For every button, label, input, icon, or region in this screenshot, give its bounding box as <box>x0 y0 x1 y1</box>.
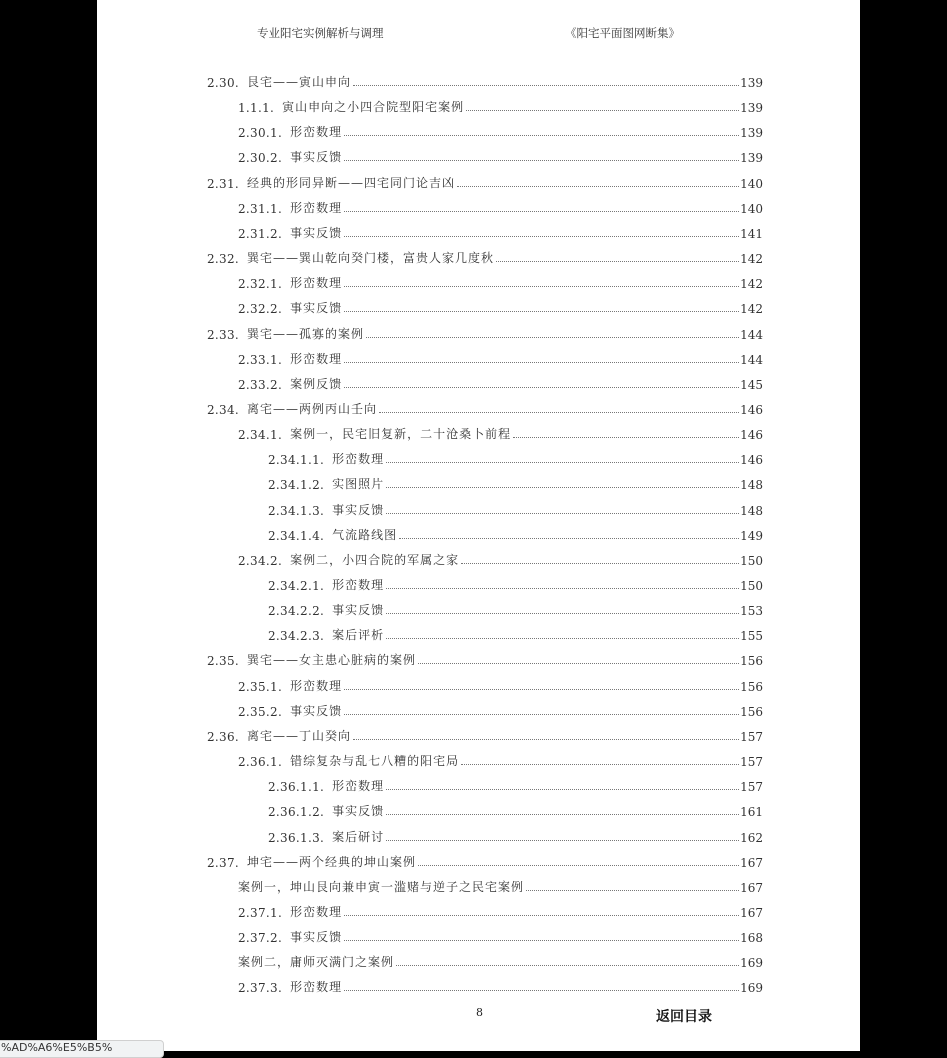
toc-entry-number: 2.34.2.3. <box>268 629 325 644</box>
dot-leader <box>418 865 739 866</box>
toc-entry-title: 形峦数理 <box>332 452 385 467</box>
toc-entry-page: 155 <box>740 629 763 644</box>
toc-entry-page: 144 <box>740 327 763 342</box>
toc-entry-title: 案例反馈 <box>290 376 343 391</box>
toc-entry[interactable] <box>268 525 763 543</box>
toc-entry-number: 1.1.1. <box>238 101 275 116</box>
toc-entry-title: 事实反馈 <box>332 603 385 618</box>
toc-entry[interactable] <box>238 751 763 769</box>
toc-entry[interactable] <box>238 952 763 970</box>
toc-entry-page: 142 <box>740 277 763 292</box>
toc-entry-number: 2.33. <box>207 327 240 342</box>
toc-entry[interactable] <box>238 676 763 694</box>
toc-entry-title: 案例二，小四合院的军属之家 <box>290 552 460 567</box>
dot-leader <box>344 211 739 212</box>
toc-entry-number: 2.30.1. <box>238 126 283 141</box>
dot-leader <box>344 714 739 715</box>
toc-entry-number: 2.37.3. <box>238 981 283 996</box>
dot-leader <box>386 840 739 841</box>
toc-entry-number: 2.35.1. <box>238 679 283 694</box>
toc-entry-title: 形峦数理 <box>332 779 385 794</box>
toc-entry-number: 2.34.2.2. <box>268 604 325 619</box>
toc-entry-title: 形峦数理 <box>290 351 343 366</box>
toc-entry[interactable] <box>268 827 763 845</box>
toc-entry-page: 142 <box>740 252 763 267</box>
toc-entry[interactable] <box>268 600 763 618</box>
toc-entry-title: 寅山申向之小四合院型阳宅案例 <box>282 100 465 115</box>
toc-entry[interactable] <box>207 852 763 870</box>
toc-entry-number: 2.34.1.2. <box>268 478 325 493</box>
dot-leader <box>344 387 739 388</box>
toc-entry-number: 2.37. <box>207 855 240 870</box>
page-number: 8 <box>476 1006 483 1019</box>
toc-entry-page: 141 <box>740 226 763 241</box>
toc-entry-page: 139 <box>740 76 763 90</box>
toc-entry-title: 案后评析 <box>332 628 385 643</box>
toc-entry-number: 2.37.1. <box>238 905 283 920</box>
dot-leader <box>386 513 739 514</box>
toc-entry-page: 139 <box>740 126 763 141</box>
dot-leader <box>344 286 739 287</box>
dot-leader <box>399 538 739 539</box>
dot-leader <box>366 337 739 338</box>
toc-entry[interactable] <box>238 927 763 945</box>
toc-entry[interactable] <box>207 248 763 266</box>
toc-entry-page: 167 <box>740 880 763 895</box>
toc-entry-title: 形峦数理 <box>290 980 343 995</box>
back-to-contents-link[interactable]: 返回目录 <box>656 1009 712 1025</box>
toc-entry-title: 经典的形同异断——四宅同门论吉凶 <box>247 175 456 190</box>
toc-entry-number: 2.35.2. <box>238 704 283 719</box>
toc-entry-page: 156 <box>740 704 763 719</box>
toc-entry-page: 157 <box>740 729 763 744</box>
toc-entry[interactable] <box>207 173 763 191</box>
dot-leader <box>344 689 739 690</box>
toc-entry-number: 2.34.1.4. <box>268 528 325 543</box>
toc-entry-title: 事实反馈 <box>332 804 385 819</box>
toc-entry-page: 142 <box>740 302 763 317</box>
dot-leader <box>344 362 739 363</box>
toc-entry-title: 形峦数理 <box>290 200 343 215</box>
toc-entry[interactable] <box>238 198 763 216</box>
toc-entry-title: 巽宅——孤寡的案例 <box>247 326 365 341</box>
toc-entry[interactable] <box>268 474 763 492</box>
dot-leader <box>418 663 739 664</box>
toc-entry[interactable] <box>238 701 763 719</box>
dot-leader <box>466 110 739 111</box>
toc-entry-title: 形峦数理 <box>332 578 385 592</box>
toc-entry-number: 2.36.1.2. <box>268 805 325 820</box>
dot-leader <box>344 160 739 161</box>
toc-entry-page: 157 <box>740 780 763 795</box>
toc-entry[interactable] <box>268 801 763 819</box>
toc-entry-page: 146 <box>740 402 763 417</box>
toc-entry-title: 事实反馈 <box>332 502 385 517</box>
toc-entry-title: 错综复杂与乱七八糟的阳宅局 <box>290 754 460 769</box>
toc-entry[interactable] <box>238 424 763 442</box>
dot-leader <box>353 739 739 740</box>
toc-entry-title: 离宅——丁山癸向 <box>247 728 352 743</box>
toc-entry-number: 2.31.2. <box>238 226 283 241</box>
dot-leader <box>386 613 739 614</box>
toc-entry-number: 2.36.1.1. <box>268 780 325 795</box>
toc-entry-number: 2.34.1.1. <box>268 453 325 468</box>
toc-entry-title: 事实反馈 <box>290 150 343 165</box>
dot-leader <box>386 789 739 790</box>
dot-leader <box>344 311 739 312</box>
dot-leader <box>344 990 739 991</box>
toc-entry-page: 140 <box>740 176 763 191</box>
toc-entry-title: 事实反馈 <box>290 225 343 240</box>
toc-entry-page: 139 <box>740 151 763 166</box>
toc-entry-number: 2.33.2. <box>238 377 283 392</box>
dot-leader <box>461 563 739 564</box>
toc-entry-page: 148 <box>740 503 763 518</box>
toc-entry-number: 2.33.1. <box>238 352 283 367</box>
toc-entry-title: 形峦数理 <box>290 276 343 291</box>
dot-leader <box>386 814 739 815</box>
toc-entry[interactable] <box>268 776 763 794</box>
toc-entry-title: 案例二，庸师灭满门之案例 <box>238 955 395 970</box>
toc-entry-page: 145 <box>740 377 763 392</box>
toc-entry-number: 2.34.2.1. <box>268 579 325 593</box>
toc-entry[interactable] <box>207 399 763 417</box>
toc-entry-page: 148 <box>740 478 763 493</box>
document-page <box>97 0 860 1051</box>
toc-entry-title: 事实反馈 <box>290 930 343 945</box>
toc-entry-title: 事实反馈 <box>290 703 343 718</box>
toc-entry-number: 2.34.1. <box>238 428 283 443</box>
toc-entry-page: 146 <box>740 428 763 443</box>
toc-entry[interactable] <box>238 298 763 316</box>
toc-entry-page: 167 <box>740 855 763 870</box>
toc-entry-number: 2.36.1.3. <box>268 830 325 845</box>
toc-entry-title: 形峦数理 <box>290 125 343 140</box>
toc-entry-number: 2.35. <box>207 654 240 669</box>
dot-leader <box>353 85 739 86</box>
toc-entry[interactable] <box>268 500 763 518</box>
toc-entry-number: 2.34.2. <box>238 553 283 568</box>
toc-entry-number: 2.32.1. <box>238 277 283 292</box>
toc-entry-title: 巽宅——女主患心脏病的案例 <box>247 653 417 668</box>
toc-entry-page: 162 <box>740 830 763 845</box>
toc-entry-number: 2.32.2. <box>238 302 283 317</box>
toc-entry-title: 案后研讨 <box>332 829 385 844</box>
toc-entry[interactable] <box>238 122 763 140</box>
toc-entry-number: 2.30.2. <box>238 151 283 166</box>
dot-leader <box>496 261 739 262</box>
toc-entry-number: 2.34. <box>207 402 240 417</box>
toc-entry[interactable] <box>238 147 763 165</box>
toc-entry[interactable] <box>238 374 763 392</box>
dot-leader <box>344 940 739 941</box>
toc-entry-number: 2.32. <box>207 252 240 267</box>
dot-leader <box>386 487 739 488</box>
toc-entry[interactable] <box>238 550 763 568</box>
toc-entry-page: 150 <box>740 553 763 568</box>
toc-entry-page: 139 <box>740 101 763 116</box>
toc-entry-title: 艮宅——寅山申向 <box>247 75 352 89</box>
dot-leader <box>344 135 739 136</box>
dot-leader <box>513 437 739 438</box>
header-left: 专业阳宅实例解析与调理 <box>257 26 384 40</box>
toc-entry-page: 149 <box>740 528 763 543</box>
dot-leader <box>526 890 739 891</box>
toc-entry-title: 坤宅——两个经典的坤山案例 <box>247 854 417 869</box>
toc-entry-page: 168 <box>740 931 763 946</box>
toc-entry-page: 156 <box>740 654 763 669</box>
toc-entry[interactable] <box>268 625 763 643</box>
dot-leader <box>386 638 739 639</box>
toc-entry-page: 150 <box>740 579 763 593</box>
toc-entry[interactable] <box>268 449 763 467</box>
dot-leader <box>461 764 739 765</box>
toc-entry-page: 144 <box>740 352 763 367</box>
dot-leader <box>344 236 739 237</box>
toc-entry-page: 169 <box>740 981 763 996</box>
toc-entry-page: 140 <box>740 201 763 216</box>
toc-entry-title: 事实反馈 <box>290 301 343 316</box>
dot-leader <box>386 462 739 463</box>
header-right: 《阳宅平面图网断集》 <box>565 26 680 40</box>
dot-leader <box>379 412 739 413</box>
toc-entry-title: 实图照片 <box>332 477 385 492</box>
toc-entry[interactable] <box>238 273 763 291</box>
toc-entry-number: 2.36. <box>207 729 240 744</box>
toc-entry-title: 案例一，坤山艮向兼申寅一滥赌与逆子之民宅案例 <box>238 879 525 894</box>
toc-entry-title: 形峦数理 <box>290 904 343 919</box>
toc-entry-title: 巽宅——巽山乾向癸门楼，富贵人家几度秋 <box>247 251 495 266</box>
toc-entry-page: 156 <box>740 679 763 694</box>
toc-entry-title: 案例一，民宅旧复新，二十沧桑卜前程 <box>290 427 512 442</box>
toc-entry-page: 167 <box>740 905 763 920</box>
dot-leader <box>457 186 739 187</box>
dot-leader <box>344 915 739 916</box>
toc-entry[interactable] <box>238 877 763 895</box>
toc-entry-page: 157 <box>740 755 763 770</box>
status-bar-url: %AD%A6%E5%B5% <box>0 1040 164 1058</box>
dot-leader <box>396 965 739 966</box>
toc-entry-page: 153 <box>740 604 763 619</box>
toc-entry-number: 2.30. <box>207 76 240 90</box>
toc-entry-page: 169 <box>740 956 763 971</box>
toc-entry-title: 气流路线图 <box>332 527 398 542</box>
toc-entry-number: 2.37.2. <box>238 931 283 946</box>
toc-entry-number: 2.31.1. <box>238 201 283 216</box>
toc-entry[interactable] <box>238 349 763 367</box>
toc-entry-number: 2.31. <box>207 176 240 191</box>
toc-entry[interactable] <box>207 72 763 90</box>
toc-entry[interactable] <box>268 575 763 593</box>
toc-entry[interactable] <box>238 902 763 920</box>
toc-entry-title: 形峦数理 <box>290 678 343 693</box>
toc-entry[interactable] <box>207 324 763 342</box>
toc-entry-page: 146 <box>740 453 763 468</box>
toc-entry-number: 2.34.1.3. <box>268 503 325 518</box>
toc-entry[interactable] <box>207 726 763 744</box>
toc-entry-number: 2.36.1. <box>238 755 283 770</box>
toc-entry-page: 161 <box>740 805 763 820</box>
toc-entry-title: 离宅——两例丙山壬向 <box>247 401 378 416</box>
toc-entry[interactable] <box>238 223 763 241</box>
toc-entry[interactable] <box>238 977 763 995</box>
dot-leader <box>386 588 739 589</box>
toc-entry[interactable] <box>238 97 763 115</box>
toc-entry[interactable] <box>207 650 763 668</box>
